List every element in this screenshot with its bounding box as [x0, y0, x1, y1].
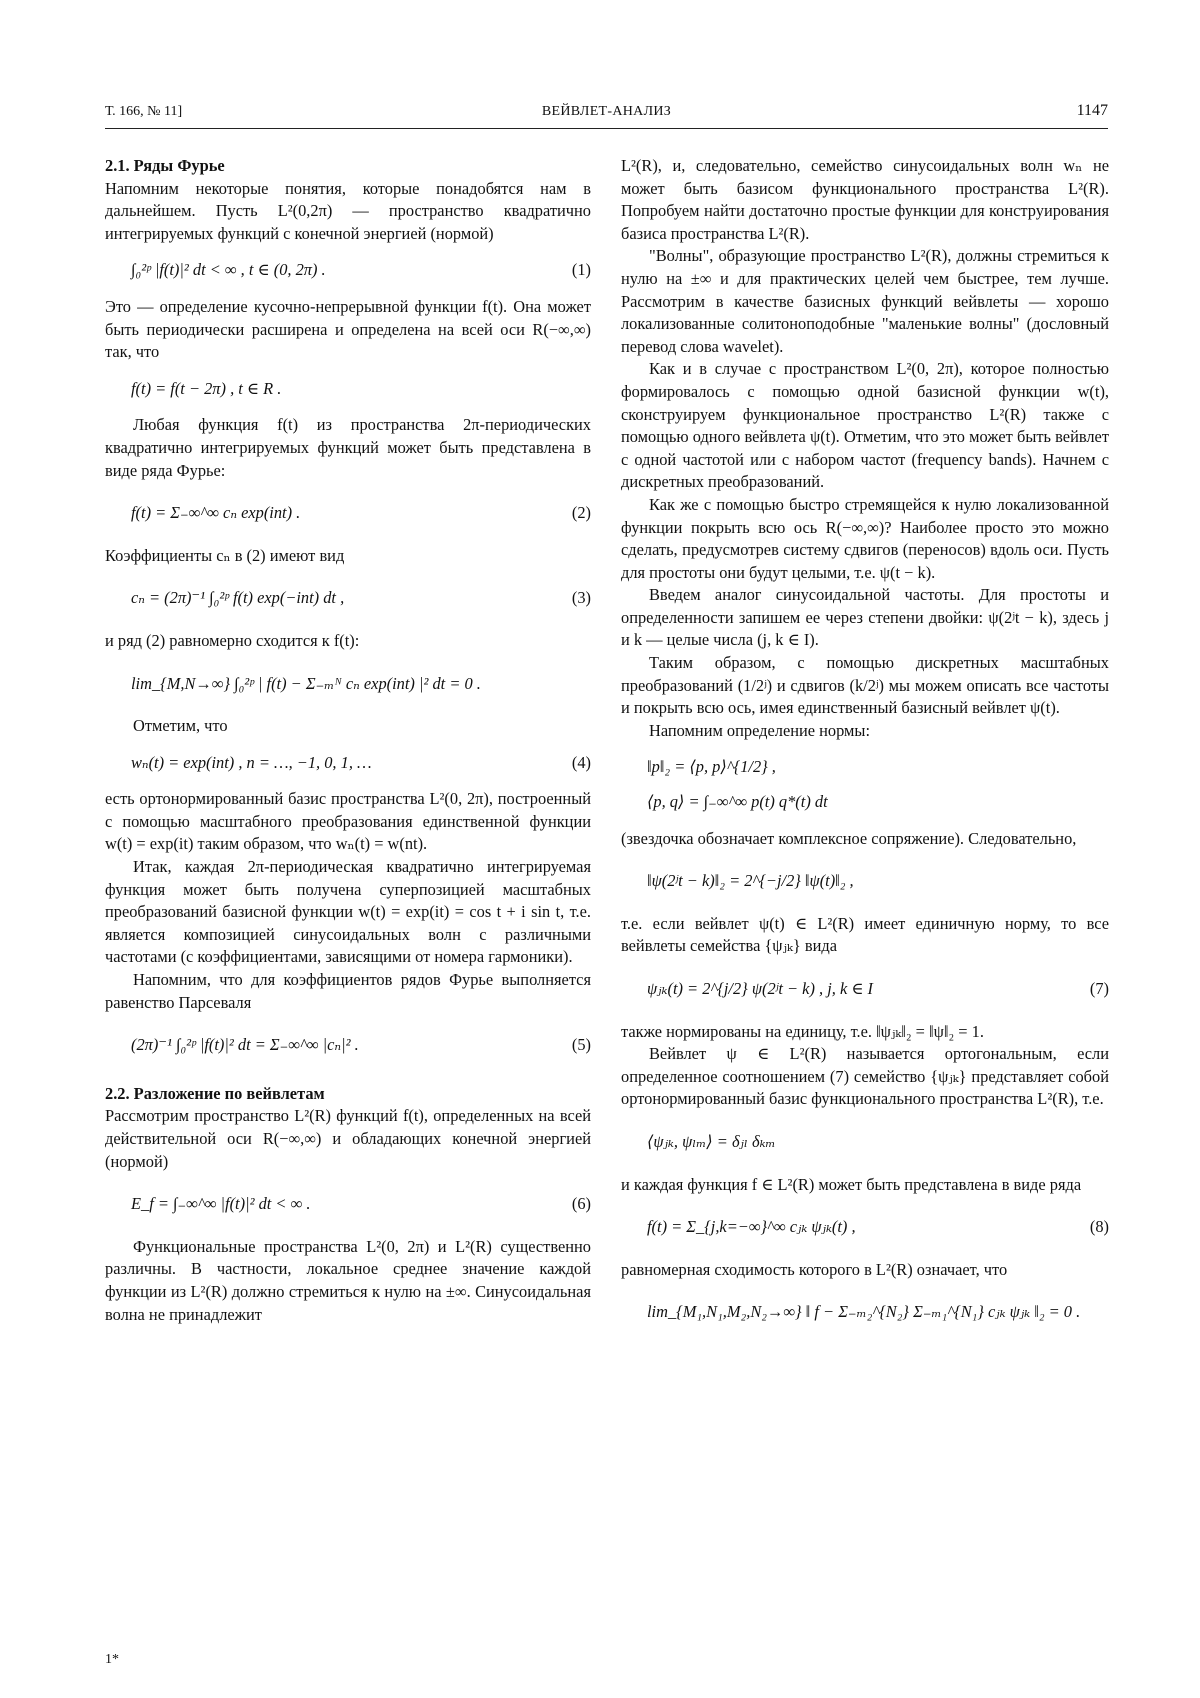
header-volume: Т. 166, № 11]: [105, 104, 183, 119]
equation-5: [105, 1034, 591, 1057]
equation-number: (3): [571, 588, 591, 608]
right-column: [621, 155, 1109, 1344]
paragraph: Любая функция f(t) из пространства 2π-периодических квадратично интегрируемых функций может быть представлена в виде ряда Фурье:: [105, 415, 591, 480]
equation-number: (2): [571, 503, 591, 523]
equation-2: [105, 502, 591, 525]
equation-body: ⟨ψⱼₖ, ψₗₘ⟩ = δⱼₗ δₖₘ: [647, 1131, 776, 1151]
equation-number: (4): [571, 752, 591, 772]
equation-3: [105, 587, 591, 610]
section-heading-wavelets: 2.2. Разложение по вейвлетам: [105, 1083, 325, 1103]
equation-6: [105, 1193, 591, 1216]
equation-body: ψⱼₖ(t) = 2^{j/2} ψ(2ʲt − k) , j, k ∈ I: [647, 979, 874, 998]
equation-body: (2π)⁻¹ ∫₀²ᵖ |f(t)|² dt = Σ₋∞^∞ |cₙ|² .: [131, 1035, 359, 1055]
equation-body: ‖ψ(2ʲt − k)‖₂ = 2^{−j/2} ‖ψ(t)‖₂ ,: [647, 871, 854, 891]
equation-1: [105, 259, 591, 282]
paragraph: Напомним, что для коэффициентов рядов Фурье выполняется равенство Парсеваля: [105, 970, 591, 1012]
paragraph: т.е. если вейвлет ψ(t) ∈ L²(R) имеет единичную норму, то все вейвлеты семейства {ψⱼₖ} вида: [621, 913, 1109, 956]
equation-norm: [621, 756, 1109, 779]
paragraph: Напомним некоторые понятия, которые понадобятся нам в дальнейшем. Пусть L²(0,2π) — пространство квадратично интегрируемых функций с конечной энергией (нормой): [105, 178, 591, 243]
paragraph: Итак, каждая 2π-периодическая квадратично интегрируемая функция может быть получена суперпозицией масштабных преобразований базисной функции w(t) = exp(it) = cos t + i sin t, т.е. является композицией синусоидальных волн с различными частотами (с коэффициентами, зависящими от номера гармоники).: [105, 857, 591, 967]
equation-number: (1): [571, 260, 591, 280]
equation-body: cₙ = (2π)⁻¹ ∫₀²ᵖ f(t) exp(−int) dt ,: [131, 588, 345, 608]
equation-inner-product: [621, 791, 1109, 814]
footer-mark: 1*: [105, 1652, 119, 1667]
paragraph: Отметим, что: [133, 716, 228, 736]
paragraph: Рассмотрим пространство L²(R) функций f(t), определенных на всей действительной оси R(−∞,∞) и обладающих конечной энергией (нормой): [105, 1106, 591, 1171]
paragraph: есть ортонормированный базис пространства L²(0, 2π), построенный с помощью масштабного преобразования единственной функции w(t) = exp(it) таким образом, что wₙ(t) = w(nt).: [105, 789, 591, 854]
section-heading-fourier: 2.1. Ряды Фурье: [105, 156, 225, 175]
paragraph: Коэффициенты cₙ в (2) имеют вид: [105, 545, 345, 565]
equation-number: (7): [1089, 979, 1109, 998]
paragraph: L²(R), и, следовательно, семейство синусоидальных волн wₙ не может быть базисом функционального пространства L²(R). Попробуем найти достаточно простые функции для конструирования базиса пространства L²(R).: [621, 156, 1109, 243]
equation-body: lim_{M,N→∞} ∫₀²ᵖ | f(t) − Σ₋ₘᴺ cₙ exp(int) |² dt = 0 .: [131, 673, 481, 693]
paragraph: равномерная сходимость которого в L²(R) означает, что: [621, 1259, 1008, 1279]
equation-number: (8): [1089, 1217, 1109, 1237]
equation-limit: [105, 673, 591, 696]
paragraph: Вейвлет ψ ∈ L²(R) называется ортогональным, если определенное соотношением (7) семейство {ψⱼₖ} представляет собой ортонормированный базис функционального пространства L²(R), т.е.: [621, 1044, 1109, 1109]
paragraph: (звездочка обозначает комплексное сопряжение). Следовательно,: [621, 828, 1077, 848]
header-title: ВЕЙВЛЕТ-АНАЛИЗ: [541, 104, 672, 119]
equation-body: ⟨p, q⟩ = ∫₋∞^∞ p(t) q*(t) dt: [647, 792, 828, 812]
equation-body: ‖p‖₂ = ⟨p, p⟩^{1/2} ,: [647, 757, 776, 777]
equation-7: [621, 978, 1109, 1001]
equation-body: ∫₀²ᵖ |f(t)|² dt < ∞ , t ∈ (0, 2π) .: [131, 260, 326, 280]
equation-body: lim_{M₁,N₁,M₂,N₂→∞} ‖ f − Σ₋ₘ₂^{N₂} Σ₋ₘ₁^{N₁} cⱼₖ ψⱼₖ ‖₂ = 0 .: [647, 1302, 1081, 1322]
paragraph: "Волны", образующие пространство L²(R), должны стремиться к нулю на ±∞ и для практических целей чем быстрее, тем лучше. Рассмотрим в качестве базисных функций вейвлеты — хорошо локализованные солитоноподобные "маленькие волны" (дословный перевод слова wavelet).: [621, 246, 1109, 356]
equation-number: (5): [571, 1035, 591, 1055]
paragraph: Напомним определение нормы:: [649, 720, 870, 740]
paragraph: Как и в случае с пространством L²(0, 2π), которое полностью формировалось с помощью одной базисной функции w(t), сконструируем функциональное пространство L²(R) также с помощью одного вейвлета ψ(t). Отметим, что это может быть вейвлет с одной частотой или с набором частот (frequency bands). Начнем с дискретных преобразований.: [621, 359, 1109, 492]
paragraph: Введем аналог синусоидальной частоты. Для простоты и определенности запишем ее через степени двойки: ψ(2ʲt − k), здесь j и k — целые числа (j, k ∈ I).: [621, 585, 1109, 650]
equation-periodic: [105, 378, 591, 401]
equation-body: wₙ(t) = exp(int) , n = …, −1, 0, 1, …: [131, 752, 372, 772]
paragraph: Как же с помощью быстро стремящейся к нулю локализованной функции покрыть всю ось R(−∞,∞)? Наиболее просто это можно сделать, предусмотрев систему сдвигов (переносов) вдоль оси. Пусть для простоты они будут целыми, т.е. ψ(t − k).: [621, 494, 1109, 582]
paragraph: и каждая функция f ∈ L²(R) может быть представлена в виде ряда: [621, 1174, 1082, 1194]
paragraph: Функциональные пространства L²(0, 2π) и L²(R) существенно различны. В частности, локальное среднее значение каждой функции из L²(R) должно стремиться к нулю на ±∞. Синусоидальная волна не принадлежит: [105, 1236, 591, 1324]
equation-4: [105, 752, 591, 775]
running-header: [105, 100, 1108, 129]
paragraph: Таким образом, с помощью дискретных масштабных преобразований (1/2ʲ) и сдвигов (k/2ʲ) мы можем описать все частоты и покрыть всю ось, имея единственный базисный вейвлет ψ(t).: [621, 653, 1109, 718]
equation-wavelet-norm: [621, 870, 1109, 893]
paragraph: и ряд (2) равномерно сходится к f(t):: [105, 630, 360, 650]
equation-number: (6): [571, 1194, 591, 1214]
equation-body: E_f = ∫₋∞^∞ |f(t)|² dt < ∞ .: [131, 1194, 311, 1214]
equation-convergence: [621, 1301, 1109, 1324]
paragraph: также нормированы на единицу, т.е. ‖ψⱼₖ‖₂ = ‖ψ‖₂ = 1.: [621, 1021, 984, 1041]
equation-body: f(t) = Σ₋∞^∞ cₙ exp(int) .: [131, 503, 301, 523]
equation-8: [621, 1216, 1109, 1239]
left-column: [105, 155, 591, 1326]
equation-orthonormal: [621, 1131, 1109, 1154]
equation-body: f(t) = Σ_{j,k=−∞}^∞ cⱼₖ ψⱼₖ(t) ,: [647, 1217, 856, 1237]
paragraph: Это — определение кусочно-непрерывной функции f(t). Она может быть периодически расширена и определена на всей оси R(−∞,∞) так, что: [105, 296, 591, 362]
equation-body: f(t) = f(t − 2π) , t ∈ R .: [131, 378, 282, 398]
page-number: 1147: [1076, 102, 1108, 119]
